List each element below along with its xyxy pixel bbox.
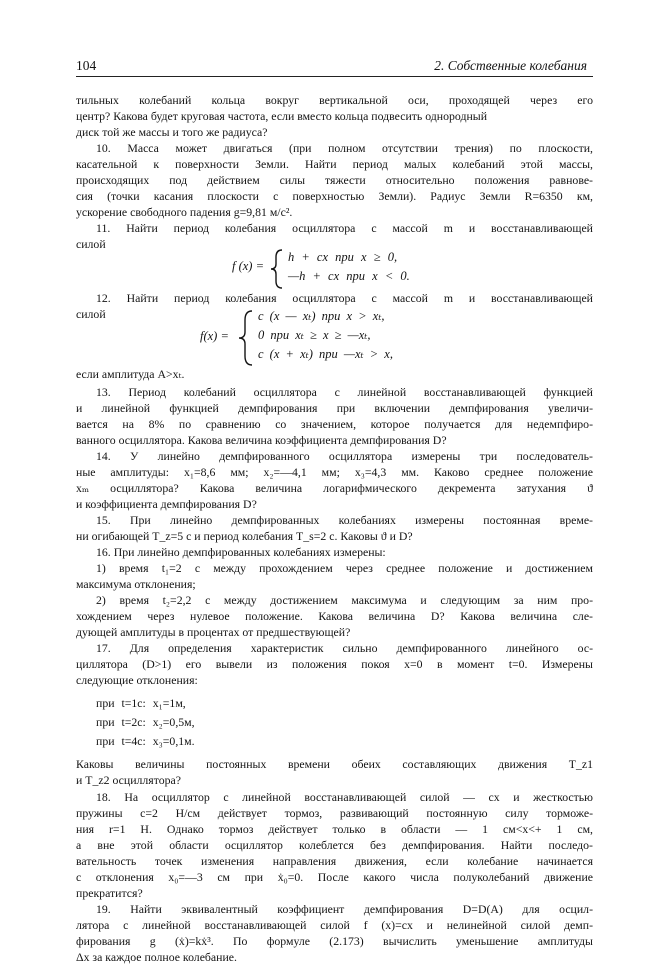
text-line: ванного осциллятора. Какова величина коэффициента демпфирования D? (76, 433, 447, 448)
text-line: тильных колебаний кольца вокруг вертикальной оси, проходящей через его (76, 93, 593, 107)
problem-13-start: 13. Период колебаний осциллятора с линейной восстанавливающей функцией (96, 385, 593, 400)
left-brace-icon (270, 249, 284, 289)
text-line: Каковы величины постоянных времени обеих составляющих движения T_z1 (76, 757, 593, 772)
text-line: следующие отклонения: (76, 672, 198, 687)
text-line: силой (76, 236, 106, 251)
eq11-row-2: —h + cx при x < 0. (288, 268, 410, 283)
text-line: дующей амплитуды в процентах от предшествующей? (76, 624, 351, 639)
text-line: и коэффициента демпфирования D? (76, 497, 257, 512)
text-line: с отклонения x₀=—3 см при ẋ₀=0. После какого числа полуколебаний движение (76, 870, 593, 885)
text-line: максимума отклонения; (76, 576, 196, 591)
eq12-row-2: 0 при xₜ ≥ x ≥ —xₜ, (258, 327, 371, 342)
text-line: ные амплитуды: x₁=8,6 мм; x₂=—4,1 мм; x₃=4,3 мм. Каково среднее положение (76, 465, 593, 480)
text-line: фирования g (ẋ)=kẋ³. По формуле (2.173) вычислить уменьшение амплитуды (76, 934, 593, 948)
problem-15-start: 15. При линейно демпфированных колебаниях измерены постоянная време- (96, 513, 593, 527)
text-line: вательность точек изменения направления движения, если колебание начинается (76, 854, 593, 869)
problem-11-start: 11. Найти период колебания осциллятора с массой m и восстанавливающей (96, 220, 593, 235)
text-line: пружины c=2 Н/см действует тормоз, развивающий постоянную силу торможе- (76, 806, 593, 821)
text-line: диск той же массы и того же радиуса? (76, 124, 268, 139)
page-number: 104 (76, 58, 97, 73)
eq12-row-3: c (x + xₜ) при —xₜ > x, (258, 346, 393, 361)
text-line: ния r=1 Н. Однако тормоз действует только в области — 1 см<x<+ 1 см, (76, 822, 593, 837)
running-title: 2. Собственные колебания (434, 58, 587, 73)
text-line: силой (76, 307, 106, 322)
text-line: сия (точки касания плоскости с поверхностью Земли). Радиус Земли R=6350 км, (76, 188, 593, 203)
measurement-line: при t=2с: x₂=0,5м, (96, 715, 195, 730)
text-line: и T_z2 осциллятора? (76, 773, 181, 788)
problem-18-start: 18. На осциллятор с линейной восстанавливающей силой — cx и жесткостью (96, 790, 593, 805)
eq12-row-1: c (x — xₜ) при x > xₜ, (258, 309, 385, 324)
eq11-row-1: h + cx при x ≥ 0, (288, 249, 398, 264)
text-line: 1) время t₁=2 с между прохождением через среднее положение и достижением (96, 561, 593, 575)
problem-14-start: 14. У линейно демпфированного осциллятора измерены три последователь- (96, 449, 593, 464)
eq12-lhs: f(x) = (200, 328, 229, 343)
eq11-lhs: f (x) = (232, 259, 265, 274)
left-brace-icon (238, 310, 254, 366)
text-line: ускорение свободного падения g=9,81 м/с². (76, 204, 293, 219)
text-line: и линейной функцией демпфирования при включении демпфирования увеличи- (76, 401, 593, 416)
text-line: центр? Какова будет круговая частота, если вместо кольца подвесить однородный (76, 109, 488, 123)
text-line: касательной к поверхности Земли. Найти период малых колебаний этой массы, (76, 156, 593, 171)
text-line: ни огибающей T_z=5 с и период колебания T_s=2 с. Каковы ϑ и D? (76, 529, 413, 543)
text-line: Δx за каждое полное колебание. (76, 950, 237, 964)
text-line: а вне этой области осциллятор колеблется без демпфирования. Найти последо- (76, 838, 593, 853)
text-line: если амплитуда A>xₜ. (76, 367, 185, 382)
text-line: происходящих под действием силы тяжести относительно положения равнове- (76, 172, 593, 187)
text-line: прекратится? (76, 886, 143, 901)
text-line: вается на 8% по сравнению со значением, которое получается для недемпфиро- (76, 417, 593, 432)
text-line: циллятора (D>1) его вывели из положения покоя x=0 в момент t=0. Измерены (76, 656, 593, 671)
problem-16-start: 16. При линейно демпфированных колебаниях измерены: (96, 545, 386, 559)
text-line: хождением через нулевое положение. Какова величина D? Какова величина сле- (76, 608, 593, 623)
problem-10-start: 10. Масса может двигаться (при полном отсутствии трения) по плоскости, (96, 140, 593, 155)
problem-17-start: 17. Для определения характеристик сильно демпфированного линейного ос- (96, 640, 593, 655)
measurement-line: при t=1с: x₁=1м, (96, 696, 186, 711)
problem-12-start: 12. Найти период колебания осциллятора с массой m и восстанавливающей (96, 291, 593, 306)
text-line: xₘ осциллятора? Какова величина логарифмического декремента затухания ϑ (76, 481, 593, 496)
problem-19-start: 19. Найти эквивалентный коэффициент демпфирования D=D(A) для осцил- (96, 902, 593, 917)
text-line: 2) время t₂=2,2 с между достижением максимума и следующим за ним про- (96, 592, 593, 607)
measurement-line: при t=4с: x₃=0,1м. (96, 733, 195, 748)
text-line: лятора с линейной восстанавливающей силой f (x)=cx и нелинейной силой демп- (76, 918, 593, 933)
page-header (76, 58, 593, 77)
